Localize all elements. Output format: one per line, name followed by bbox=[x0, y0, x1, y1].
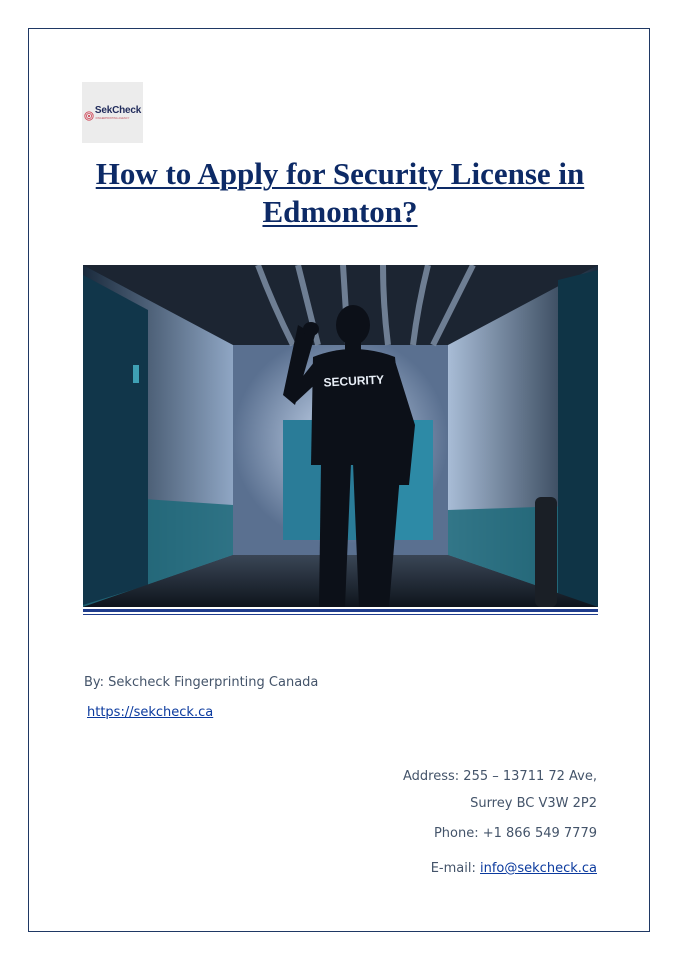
logo-tagline: FINGERPRINTING AGENCY bbox=[95, 117, 130, 120]
fingerprint-icon bbox=[84, 106, 94, 116]
divider-thick bbox=[83, 609, 598, 612]
website-link[interactable]: https://sekcheck.ca bbox=[87, 705, 214, 720]
document-title: How to Apply for Security License in Edmonton? bbox=[95, 156, 585, 229]
divider-thin bbox=[83, 614, 598, 615]
logo-name: SekCheck bbox=[94, 105, 142, 116]
hero-image bbox=[83, 265, 598, 607]
address-line-2: Surrey BC V3W 2P2 bbox=[470, 796, 597, 811]
email-link[interactable]: info@sekcheck.ca bbox=[480, 861, 597, 876]
email-label: E-mail: bbox=[430, 861, 480, 876]
author-byline: By: Sekcheck Fingerprinting Canada bbox=[84, 675, 319, 690]
security-guard-illustration bbox=[83, 265, 598, 607]
phone-number: Phone: +1 866 549 7779 bbox=[433, 826, 597, 841]
company-logo bbox=[82, 82, 143, 143]
logo-row bbox=[84, 105, 141, 116]
address-line-1: Address: 255 – 13711 72 Ave, bbox=[403, 769, 597, 784]
email-line bbox=[431, 861, 597, 876]
guard-jacket-text: SECURITY bbox=[323, 372, 385, 390]
